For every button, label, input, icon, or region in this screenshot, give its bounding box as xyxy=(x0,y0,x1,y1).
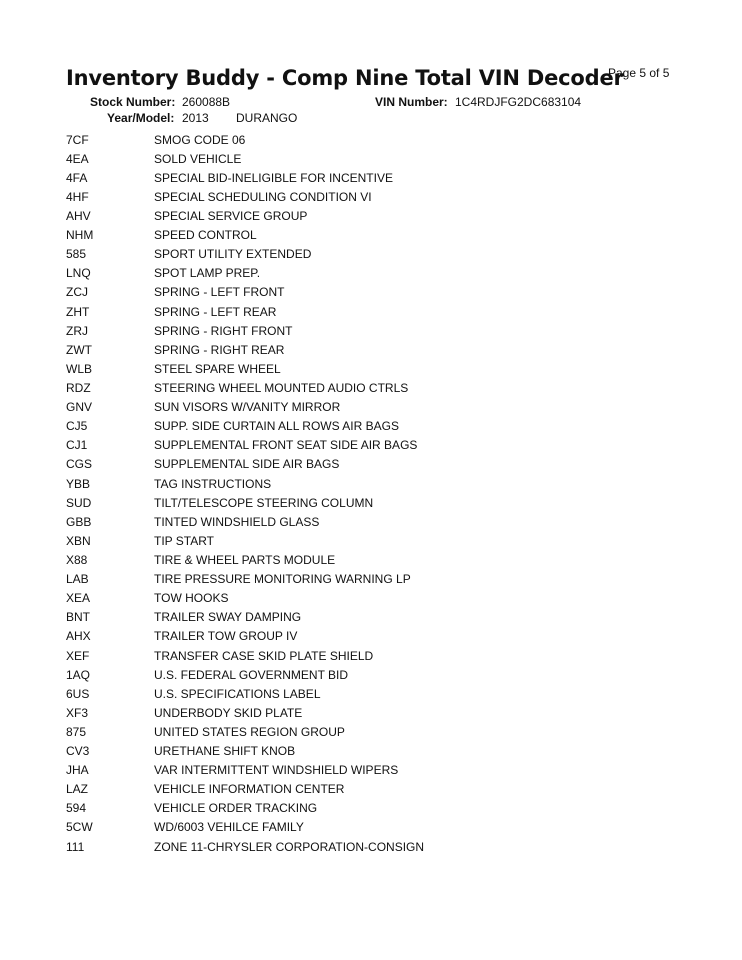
code-row xyxy=(66,417,666,436)
option-description: STEERING WHEEL MOUNTED AUDIO CTRLS xyxy=(154,380,409,395)
code-row xyxy=(66,245,666,264)
model-value: DURANGO xyxy=(236,111,298,125)
option-description: TIRE & WHEEL PARTS MODULE xyxy=(154,552,336,567)
option-description: UNITED STATES REGION GROUP xyxy=(154,724,345,739)
option-code: SUD xyxy=(66,495,92,510)
code-row xyxy=(66,818,666,837)
year-value: 2013 xyxy=(182,111,209,125)
option-description: VEHICLE INFORMATION CENTER xyxy=(154,782,345,797)
code-row xyxy=(66,780,666,799)
option-code: BNT xyxy=(66,610,90,625)
code-row xyxy=(66,570,666,589)
vin-label: VIN Number: xyxy=(375,95,448,109)
stock-number-label: Stock Number: xyxy=(90,95,176,109)
code-row xyxy=(66,608,666,627)
code-row xyxy=(66,226,666,245)
option-code-list xyxy=(66,130,666,856)
option-description: TOW HOOKS xyxy=(154,591,229,606)
option-code: 4EA xyxy=(66,151,89,166)
option-description: SPRING - RIGHT FRONT xyxy=(154,323,293,338)
option-code: GNV xyxy=(66,400,93,415)
code-row xyxy=(66,264,666,283)
option-description: SPRING - LEFT FRONT xyxy=(154,285,285,300)
option-code: LAZ xyxy=(66,782,89,797)
option-code: 4FA xyxy=(66,170,88,185)
code-row xyxy=(66,455,666,474)
code-row xyxy=(66,837,666,856)
option-code: 111 xyxy=(66,839,85,854)
option-description: U.S. SPECIFICATIONS LABEL xyxy=(154,686,321,701)
code-row xyxy=(66,302,666,321)
option-code: RDZ xyxy=(66,380,91,395)
code-row xyxy=(66,359,666,378)
option-description: SPOT LAMP PREP. xyxy=(154,266,261,281)
option-description: SPECIAL BID-INELIGIBLE FOR INCENTIVE xyxy=(154,170,393,185)
option-description: WD/6003 VEHILCE FAMILY xyxy=(154,820,304,835)
option-description: TAG INSTRUCTIONS xyxy=(154,476,272,491)
code-row xyxy=(66,761,666,780)
vin-value: 1C4RDJFG2DC683104 xyxy=(455,95,582,109)
code-row xyxy=(66,206,666,225)
code-row xyxy=(66,493,666,512)
code-row xyxy=(66,684,666,703)
option-description: TILT/TELESCOPE STEERING COLUMN xyxy=(154,495,374,510)
code-row xyxy=(66,646,666,665)
option-code: 7CF xyxy=(66,132,89,147)
option-description: STEEL SPARE WHEEL xyxy=(154,361,281,376)
option-code: JHA xyxy=(66,763,89,778)
code-row xyxy=(66,168,666,187)
code-row xyxy=(66,512,666,531)
option-description: TRANSFER CASE SKID PLATE SHIELD xyxy=(154,648,374,663)
option-code: ZCJ xyxy=(66,285,88,300)
option-description: VAR INTERMITTENT WINDSHIELD WIPERS xyxy=(154,763,399,778)
option-code: 5CW xyxy=(66,820,93,835)
option-description: SPRING - LEFT REAR xyxy=(154,304,277,319)
code-row xyxy=(66,589,666,608)
option-code: CGS xyxy=(66,457,93,472)
code-row xyxy=(66,340,666,359)
code-row xyxy=(66,436,666,455)
option-description: SUPP. SIDE CURTAIN ALL ROWS AIR BAGS xyxy=(154,419,399,434)
option-description: SPRING - RIGHT REAR xyxy=(154,342,285,357)
option-description: TIP START xyxy=(154,533,215,548)
option-code: 585 xyxy=(66,247,87,262)
option-code: 875 xyxy=(66,724,87,739)
code-row xyxy=(66,665,666,684)
option-description: TINTED WINDSHIELD GLASS xyxy=(154,514,320,529)
option-description: URETHANE SHIFT KNOB xyxy=(154,744,296,759)
option-description: SUN VISORS W/VANITY MIRROR xyxy=(154,400,341,415)
code-row xyxy=(66,742,666,761)
option-description: TIRE PRESSURE MONITORING WARNING LP xyxy=(154,572,411,587)
option-description: SUPPLEMENTAL FRONT SEAT SIDE AIR BAGS xyxy=(154,438,418,453)
option-description: TRAILER SWAY DAMPING xyxy=(154,610,302,625)
year-model-label: Year/Model: xyxy=(107,111,175,125)
option-code: NHM xyxy=(66,228,94,243)
option-code: CJ1 xyxy=(66,438,88,453)
option-code: ZWT xyxy=(66,342,92,357)
code-row xyxy=(66,550,666,569)
option-code: X88 xyxy=(66,552,88,567)
option-code: 1AQ xyxy=(66,667,91,682)
option-code: AHX xyxy=(66,629,91,644)
code-row xyxy=(66,722,666,741)
option-description: TRAILER TOW GROUP IV xyxy=(154,629,298,644)
option-code: CV3 xyxy=(66,744,90,759)
option-description: SPECIAL SCHEDULING CONDITION VI xyxy=(154,189,372,204)
option-code: XEF xyxy=(66,648,90,663)
option-description: ZONE 11-CHRYSLER CORPORATION-CONSIGN xyxy=(154,839,425,854)
code-row xyxy=(66,627,666,646)
option-description: SPEED CONTROL xyxy=(154,228,257,243)
option-code: 4HF xyxy=(66,189,89,204)
document-title: Inventory Buddy - Comp Nine Total VIN Decoder xyxy=(66,66,624,90)
option-code: XF3 xyxy=(66,705,89,720)
option-code: 594 xyxy=(66,801,87,816)
option-code: LAB xyxy=(66,572,89,587)
code-row xyxy=(66,474,666,493)
option-description: SPECIAL SERVICE GROUP xyxy=(154,208,308,223)
option-code: 6US xyxy=(66,686,90,701)
option-description: U.S. FEDERAL GOVERNMENT BID xyxy=(154,667,349,682)
option-code: XEA xyxy=(66,591,91,606)
code-row xyxy=(66,187,666,206)
option-code: XBN xyxy=(66,533,91,548)
option-description: SMOG CODE 06 xyxy=(154,132,246,147)
option-description: SOLD VEHICLE xyxy=(154,151,242,166)
code-row xyxy=(66,703,666,722)
option-description: VEHICLE ORDER TRACKING xyxy=(154,801,318,816)
option-code: CJ5 xyxy=(66,419,88,434)
option-code: YBB xyxy=(66,476,91,491)
option-code: ZRJ xyxy=(66,323,88,338)
code-row xyxy=(66,130,666,149)
option-code: ZHT xyxy=(66,304,90,319)
code-row xyxy=(66,531,666,550)
code-row xyxy=(66,283,666,302)
code-row xyxy=(66,398,666,417)
code-row xyxy=(66,799,666,818)
option-code: WLB xyxy=(66,361,93,376)
option-code: LNQ xyxy=(66,266,91,281)
option-code: AHV xyxy=(66,208,91,223)
code-row xyxy=(66,378,666,397)
option-code: GBB xyxy=(66,514,92,529)
option-description: SUPPLEMENTAL SIDE AIR BAGS xyxy=(154,457,340,472)
code-row xyxy=(66,321,666,340)
page-number: Page 5 of 5 xyxy=(608,66,670,80)
option-description: SPORT UTILITY EXTENDED xyxy=(154,247,312,262)
option-description: UNDERBODY SKID PLATE xyxy=(154,705,303,720)
code-row xyxy=(66,149,666,168)
stock-number-value: 260088B xyxy=(182,95,231,109)
